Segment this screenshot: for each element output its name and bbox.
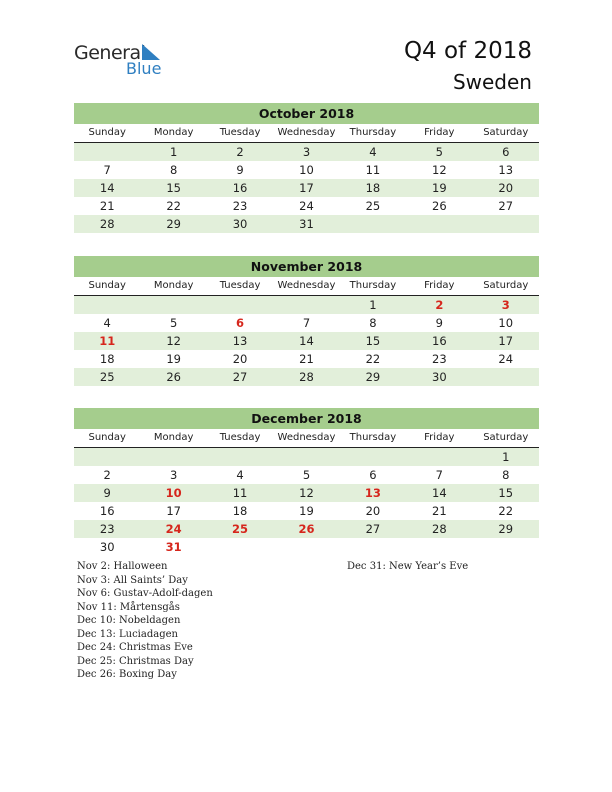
day-cell: 26 [432,199,447,213]
day-cell: 8 [502,468,510,482]
day-cell [207,296,273,314]
week-row [74,314,539,332]
logo-triangle-icon [142,44,160,60]
day-cell: 7 [302,316,311,330]
calendar-november [74,256,539,386]
holiday-note: Dec 13: Luciadagen [77,628,178,640]
day-cell [406,448,472,466]
day-cell [140,296,206,314]
day-cell: 3 [169,468,178,482]
day-cell: 1 [169,145,178,159]
day-cell: 14 [432,486,447,500]
day-cell: 7 [103,163,111,177]
day-cell: 31 [299,217,314,231]
weekday-label: Sunday [88,127,126,138]
calendar-december [74,408,539,556]
day-cell: 20 [365,504,381,518]
calendar-october [74,103,539,233]
day-cell: 7 [435,468,443,482]
week-row [74,502,539,520]
day-cell: 1 [502,450,510,464]
holiday-note: Nov 6: Gustav-Adolf-dagen [77,588,213,599]
holiday-note: Dec 31: New Year’s Eve [347,561,469,572]
weekday-label: Tuesday [219,127,261,138]
day-cell: 5 [302,468,311,482]
day-cell: 20 [498,181,514,195]
holiday-note: Nov 11: Mårtensgås [77,601,180,613]
weekday-label: Tuesday [219,280,261,291]
day-cell: 16 [432,334,447,348]
day-cell: 30 [432,370,447,384]
weekday-label: Wednesday [277,280,336,291]
day-cell: 29 [365,370,381,384]
day-cell: 8 [369,316,377,330]
day-cell: 25 [232,522,249,536]
day-cell [340,448,406,466]
weekday-label: Friday [424,127,455,138]
day-cell: 3 [302,145,311,159]
weekday-label: Thursday [349,432,397,443]
day-cell: 4 [369,145,377,159]
day-cell: 19 [299,504,314,518]
day-cell: 25 [365,199,381,213]
day-cell: 31 [165,540,182,554]
week-row [74,332,539,350]
day-cell: 6 [369,468,377,482]
day-cell: 20 [232,352,248,366]
day-cell: 4 [236,468,244,482]
week-row [74,466,539,484]
day-cell: 28 [432,522,447,536]
day-cell: 26 [298,522,315,536]
day-cell [74,296,140,314]
day-cell: 27 [498,199,514,213]
day-cell: 24 [165,522,182,536]
day-cell: 6 [236,316,245,330]
holiday-note: Dec 26: Boxing Day [77,669,177,680]
week-row [74,484,539,502]
day-cell: 9 [103,486,111,500]
weekday-header-row [74,429,539,448]
weekday-header-row [74,277,539,296]
day-cell: 15 [498,486,514,500]
day-cell: 10 [498,316,514,330]
week-row [74,179,539,197]
day-cell: 15 [166,181,181,195]
day-cell: 23 [232,199,248,213]
day-cell: 12 [299,486,314,500]
day-cell: 11 [99,334,116,348]
day-cell: 18 [232,504,248,518]
weekday-label: Thursday [349,127,397,138]
weekday-label: Wednesday [277,127,336,138]
weekday-label: Saturday [483,432,529,443]
day-cell [74,448,140,466]
day-cell: 13 [364,486,381,500]
month-title: October 2018 [74,103,539,124]
weekday-label: Wednesday [277,432,336,443]
day-cell [473,215,539,233]
weekday-label: Thursday [349,280,397,291]
day-cell: 12 [166,334,181,348]
day-cell: 30 [232,217,248,231]
weekday-label: Monday [153,432,194,443]
day-cell: 11 [232,486,248,500]
country-label: Sweden [452,70,532,94]
day-cell: 16 [232,181,248,195]
day-cell [340,215,406,233]
day-cell: 11 [365,163,381,177]
logo-blue-text: Blue [126,59,162,78]
day-cell [140,448,206,466]
day-cell: 6 [502,145,510,159]
day-cell [207,448,273,466]
week-row [74,197,539,215]
day-cell: 22 [498,504,514,518]
weekday-label: Saturday [483,280,529,291]
weekday-label: Sunday [88,432,126,443]
day-cell: 1 [369,298,377,312]
week-row [74,161,539,179]
day-cell: 10 [165,486,182,500]
day-cell [406,538,472,556]
weekday-label: Friday [424,432,455,443]
month-title: November 2018 [74,256,539,277]
weekday-label: Monday [153,127,194,138]
holiday-note: Dec 25: Christmas Day [77,655,194,667]
day-cell: 2 [435,298,444,312]
week-row [74,296,539,314]
page-title: Q4 of 2018 [403,38,532,64]
day-cell: 4 [103,316,111,330]
weekday-label: Tuesday [219,432,261,443]
day-cell [273,296,339,314]
weekday-label: Saturday [483,127,529,138]
day-cell: 25 [99,370,115,384]
day-cell: 17 [299,181,314,195]
day-cell [207,538,273,556]
day-cell: 30 [99,540,115,554]
day-cell: 8 [169,163,178,177]
day-cell: 21 [432,504,447,518]
day-cell: 29 [166,217,181,231]
day-cell: 29 [498,522,514,536]
day-cell: 27 [365,522,381,536]
day-cell: 24 [299,199,314,213]
day-cell: 21 [299,352,314,366]
day-cell: 22 [166,199,181,213]
day-cell: 19 [166,352,181,366]
holiday-note: Dec 24: Christmas Eve [77,642,193,653]
holiday-note: Dec 10: Nobeldagen [77,615,181,626]
day-cell: 17 [498,334,514,348]
week-row [74,538,539,556]
day-cell: 28 [99,217,115,231]
holiday-notes-right [347,560,468,574]
week-row [74,368,539,386]
day-cell [273,538,339,556]
day-cell [406,215,472,233]
day-cell [473,368,539,386]
day-cell: 10 [299,163,314,177]
holiday-notes-left [77,560,213,682]
day-cell: 24 [498,352,514,366]
week-row [74,350,539,368]
day-cell: 23 [99,522,115,536]
day-cell: 27 [232,370,248,384]
day-cell [74,143,140,161]
day-cell: 21 [99,199,115,213]
week-row [74,143,539,161]
day-cell: 19 [432,181,447,195]
day-cell: 13 [232,334,248,348]
day-cell: 3 [501,298,510,312]
day-cell: 17 [166,504,181,518]
day-cell: 23 [432,352,447,366]
day-cell: 22 [365,352,381,366]
weekday-label: Friday [424,280,455,291]
day-cell: 14 [299,334,314,348]
day-cell: 15 [365,334,381,348]
weekday-label: Sunday [88,280,126,291]
weekday-label: Monday [153,280,194,291]
day-cell: 2 [103,468,111,482]
day-cell: 18 [99,352,115,366]
day-cell [340,538,406,556]
day-cell: 26 [166,370,181,384]
day-cell: 13 [498,163,514,177]
day-cell [273,448,339,466]
day-cell: 5 [169,316,178,330]
holiday-note: Nov 3: All Saints’ Day [77,574,188,586]
week-row [74,448,539,466]
day-cell: 9 [435,316,443,330]
day-cell: 14 [99,181,115,195]
day-cell: 9 [236,163,244,177]
day-cell: 16 [99,504,115,518]
weekday-header-row [74,124,539,143]
week-row [74,520,539,538]
holiday-note: Nov 2: Halloween [77,561,168,572]
month-title: December 2018 [74,408,539,429]
day-cell: 12 [432,163,447,177]
logo-general-text: General [74,42,146,64]
day-cell [473,538,539,556]
week-row [74,215,539,233]
day-cell: 18 [365,181,381,195]
day-cell: 2 [236,145,244,159]
day-cell: 28 [299,370,314,384]
day-cell: 5 [435,145,443,159]
